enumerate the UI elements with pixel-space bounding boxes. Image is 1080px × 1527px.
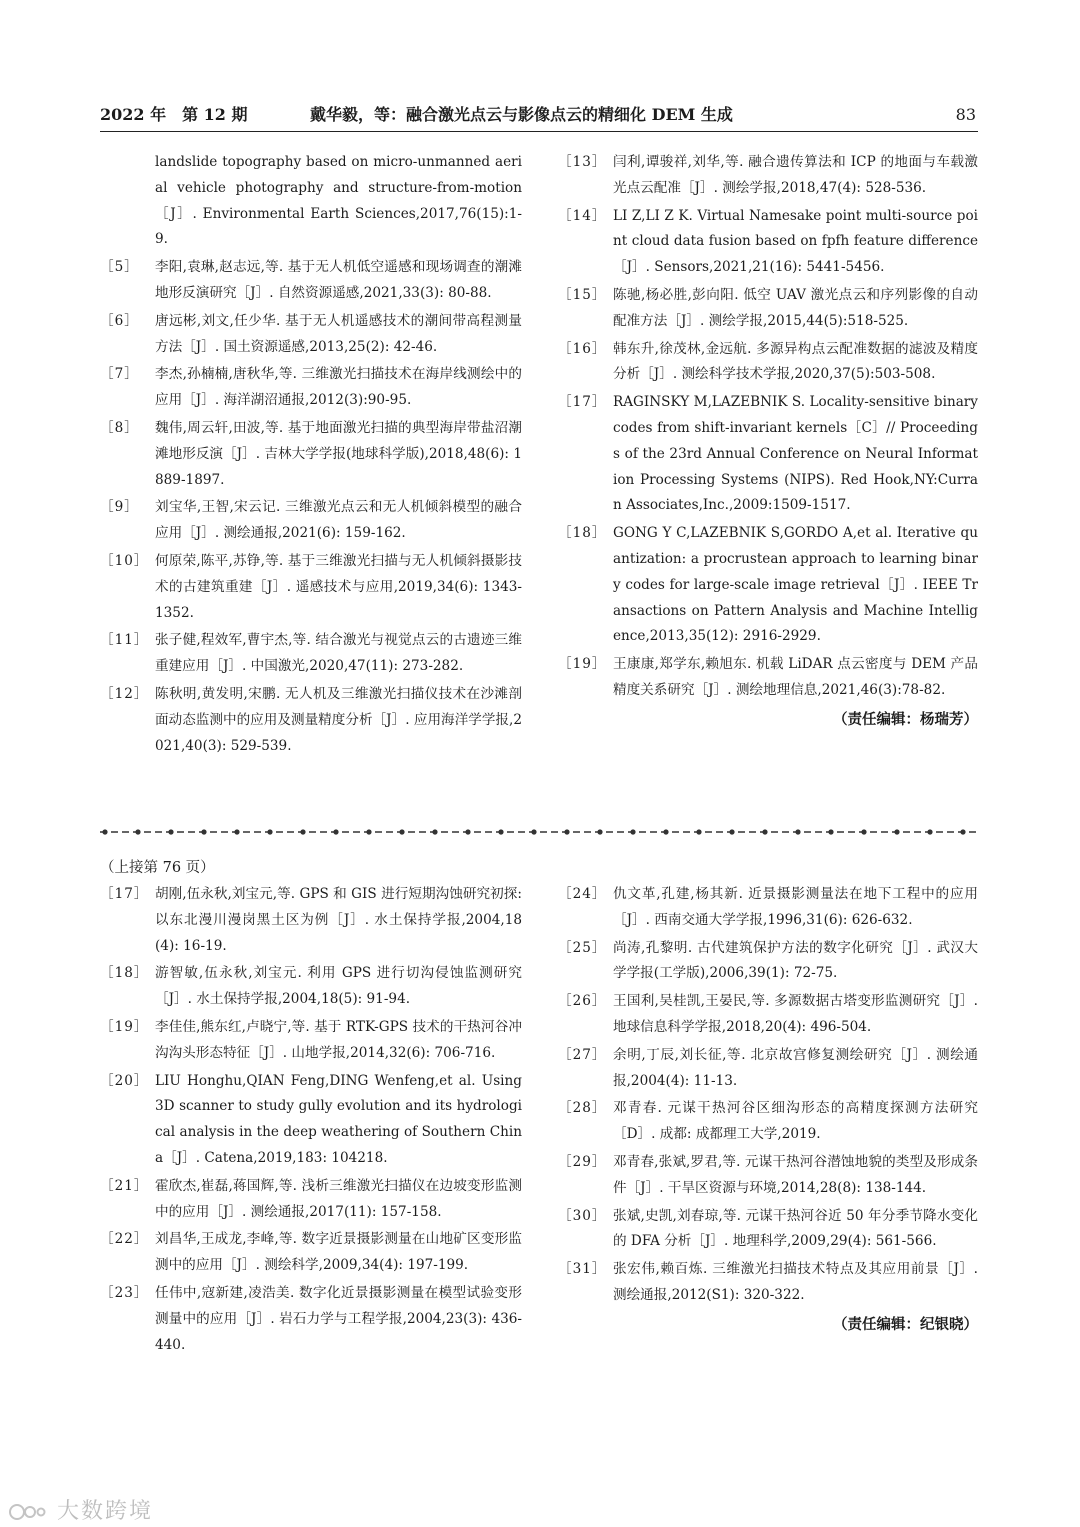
- watermark: [8, 1494, 153, 1525]
- reference-text: LIU Honghu,QIAN Feng,DING Wenfeng,et al. Using 3D scanner to study gully evolution and its hydrological analysis in the deep weathering of Southern China［J］. Catena,2019,183: 104218.: [155, 1072, 522, 1166]
- reference-text: 张子健,程效军,曹宇杰,等. 结合激光与视觉点云的古遗迹三维重建应用［J］. 中国激光,2020,47(11): 273-282.: [155, 632, 522, 675]
- reference-item: [100, 549, 522, 626]
- reference-number: ［19］: [100, 1018, 149, 1035]
- references-top-left: [100, 150, 522, 761]
- reference-number: ［7］: [100, 366, 139, 383]
- separator-dot: [498, 829, 503, 834]
- separator-dot: [960, 829, 965, 834]
- separator-dot: [366, 829, 371, 834]
- reference-item: [558, 882, 978, 934]
- reference-number: ［28］: [558, 1100, 607, 1117]
- reference-text: 何原荣,陈平,苏铮,等. 基于三维激光扫描与无人机倾斜摄影技术的古建筑重建［J］. 遥感技术与应用,2019,34(6): 1343-1352.: [155, 552, 522, 621]
- reference-number: ［17］: [100, 886, 149, 902]
- reference-item: [558, 1150, 978, 1202]
- reference-text: 张宏伟,赖百炼. 三维激光扫描技术特点及其应用前景［J］. 测绘通报,2012(S1): 320-322.: [613, 1261, 978, 1303]
- separator-dot: [399, 829, 404, 834]
- separator-dot: [102, 829, 107, 834]
- reference-number: ［6］: [100, 312, 139, 329]
- reference-item: [100, 255, 522, 307]
- reference-item: [558, 521, 978, 650]
- reference-item: [100, 495, 522, 547]
- reference-text: RAGINSKY M,LAZEBNIK S. Locality-sensitive binary codes from shift-invariant kernels［C］// Proceedings of the 23rd Annual Conference on Neural Information Processing Systems (NIPS). Red Hook,NY:Curran Associates,Inc.,2009:1509-1517.: [613, 394, 978, 514]
- reference-number: ［13］: [558, 154, 607, 170]
- reference-text: 游智敏,伍永秋,刘宝元. 利用 GPS 进行切沟侵蚀监测研究［J］. 水土保持学报,2004,18(5): 91-94.: [155, 965, 522, 1008]
- section-separator: [100, 827, 978, 837]
- separator-dot: [630, 829, 635, 834]
- reference-number: ［15］: [558, 286, 607, 303]
- spacer: [558, 856, 978, 882]
- running-title: 戴华毅，等：融合激光点云与影像点云的精细化 DEM 生成: [310, 105, 733, 124]
- reference-item: [100, 150, 522, 253]
- reference-number: ［18］: [558, 525, 607, 542]
- separator-dot: [465, 829, 470, 834]
- reference-item: [100, 362, 522, 414]
- separator-dot: [333, 829, 338, 834]
- reference-item: [558, 652, 978, 704]
- reference-text: LI Z,LI Z K. Virtual Namesake point multi-source point cloud data fusion based on fpfh feature difference［J］. Sensors,2021,21(16): 5441-5456.: [613, 207, 978, 276]
- reference-number: ［23］: [100, 1284, 149, 1301]
- reference-item: [100, 882, 522, 959]
- watermark-logo-icon: [8, 1500, 48, 1524]
- separator-dot: [663, 829, 668, 834]
- reference-text: 王康康,郑学东,赖旭东. 机载 LiDAR 点云密度与 DEM 产品精度关系研究［J］. 测绘地理信息,2021,46(3):78-82.: [613, 656, 978, 698]
- separator-dot: [597, 829, 602, 834]
- reference-number: ［31］: [558, 1261, 607, 1278]
- reference-number: ［22］: [100, 1231, 149, 1248]
- running-header: [100, 100, 976, 130]
- reference-text: 任伟中,寇新建,凌浩美. 数字化近景摄影测量在模型试验变形测量中的应用［J］. 岩石力学与工程学报,2004,23(3): 436-440.: [155, 1284, 522, 1353]
- reference-text: 魏伟,周云轩,田波,等. 基于地面激光扫描的典型海岸带盐沼潮滩地形反演［J］. 吉林大学学报(地球科学版),2018,48(6): 1889-1897.: [155, 419, 522, 488]
- reference-text: 仇文革,孔建,杨其新. 近景摄影测量法在地下工程中的应用［J］. 西南交通大学学报,1996,31(6): 626-632.: [613, 886, 978, 928]
- reference-text: 李阳,袁琳,赵志远,等. 基于无人机低空遥感和现场调查的潮滩地形反演研究［J］. 自然资源遥感,2021,33(3): 80-88.: [155, 259, 522, 301]
- references-bottom-right-wrapper: [558, 856, 978, 1339]
- separator-dot: [729, 829, 734, 834]
- separator-dot: [894, 829, 899, 834]
- reference-number: ［19］: [558, 656, 607, 673]
- reference-text: 韩东升,徐茂林,金远航. 多源异构点云配准数据的滤波及精度分析［J］. 测绘科学技术学报,2020,37(5):503-508.: [613, 340, 978, 383]
- reference-item: [558, 283, 978, 335]
- separator-dot: [168, 829, 173, 834]
- reference-text: 陈驰,杨必胜,彭向阳. 低空 UAV 激光点云和序列影像的自动配准方法［J］. 测绘学报,2015,44(5):518-525.: [613, 286, 978, 329]
- reference-number: ［14］: [558, 207, 607, 224]
- reference-item: [100, 1069, 522, 1172]
- reference-item: [558, 204, 978, 281]
- separator-dot: [927, 829, 932, 834]
- reference-item: [100, 961, 522, 1013]
- reference-text: 陈秋明,黄发明,宋鹏. 无人机及三维激光扫描仪技术在沙滩剖面动态监测中的应用及测量精度分析［J］. 应用海洋学学报,2021,40(3): 529-539.: [155, 685, 522, 754]
- reference-item: [100, 682, 522, 759]
- reference-text: 邓青春. 元谋干热河谷区细沟形态的高精度探测方法研究［D］. 成都: 成都理工大学,2019.: [613, 1100, 978, 1143]
- reference-item: [558, 1257, 978, 1309]
- separator-dot: [135, 829, 140, 834]
- reference-number: ［12］: [100, 685, 149, 702]
- reference-item: [100, 1281, 522, 1358]
- reference-item: [558, 337, 978, 389]
- separator-dot: [696, 829, 701, 834]
- reference-number: ［27］: [558, 1046, 607, 1063]
- reference-number: ［10］: [100, 552, 149, 569]
- references-top-right: [558, 150, 978, 704]
- reference-number: ［25］: [558, 939, 607, 956]
- reference-text: GONG Y C,LAZEBNIK S,GORDO A,et al. Iterative quantization: a procrustean approach to learning binary codes for large-scale image retrieval［J］. IEEE Transactions on Pattern Analysis and Machine Intelligence,2013,35(12): 2916-2929.: [613, 525, 978, 645]
- reference-number: ［8］: [100, 419, 139, 436]
- reference-number: ［30］: [558, 1207, 607, 1224]
- reference-item: [558, 150, 978, 202]
- reference-text: 刘昌华,王成龙,李峰,等. 数字近景摄影测量在山地矿区变形监测中的应用［J］. 测绘科学,2009,34(4): 197-199.: [155, 1231, 522, 1274]
- reference-item: [558, 936, 978, 988]
- reference-item: [558, 390, 978, 519]
- reference-text: 刘宝华,王智,宋云记. 三维激光点云和无人机倾斜模型的融合应用［J］. 测绘通报,2021(6): 159-162.: [155, 499, 522, 542]
- reference-number: ［11］: [100, 632, 149, 649]
- separator-dot: [234, 829, 239, 834]
- separator-dot: [564, 829, 569, 834]
- reference-number: ［17］: [558, 394, 607, 411]
- reference-text: 尚涛,孔黎明. 古代建筑保护方法的数字化研究［J］. 武汉大学学报(工学版),2006,39(1): 72-75.: [613, 939, 978, 982]
- references-top-right-wrapper: [558, 150, 978, 734]
- separator-dot: [762, 829, 767, 834]
- page-number: 83: [955, 105, 976, 124]
- reference-text: 闫利,谭骏祥,刘华,等. 融合遗传算法和 ICP 的地面与车载激光点云配准［J］. 测绘学报,2018,47(4): 528-536.: [613, 154, 978, 196]
- reference-item: [558, 1096, 978, 1148]
- reference-number: ［29］: [558, 1153, 607, 1170]
- separator-dot: [861, 829, 866, 834]
- reference-text: 余明,丁辰,刘长征,等. 北京故宫修复测绘研究［J］. 测绘通报,2004(4): 11-13.: [613, 1046, 978, 1089]
- continued-from-label: （上接第 76 页）: [100, 860, 215, 876]
- reference-item: [100, 1015, 522, 1067]
- separator-dot: [795, 829, 800, 834]
- reference-item: [558, 1204, 978, 1256]
- separator-dot: [201, 829, 206, 834]
- reference-text: 李佳佳,熊东红,卢晓宁,等. 基于 RTK-GPS 技术的干热河谷冲沟沟头形态特征［J］. 山地学报,2014,32(6): 706-716.: [155, 1018, 522, 1061]
- separator-dot: [432, 829, 437, 834]
- references-bottom-right: [558, 882, 978, 1309]
- separator-dot: [531, 829, 536, 834]
- reference-item: [100, 416, 522, 493]
- watermark-text: 大数跨境: [57, 1499, 154, 1524]
- year-issue: 2022 年 第 12 期: [100, 105, 248, 124]
- reference-item: [558, 989, 978, 1041]
- reference-number: ［20］: [100, 1072, 149, 1089]
- reference-number: ［9］: [100, 499, 139, 516]
- reference-item: [100, 628, 522, 680]
- references-bottom-left-wrapper: [100, 856, 522, 1360]
- reference-item: [100, 309, 522, 361]
- reference-number: ［5］: [100, 259, 139, 276]
- reference-text: 胡刚,伍永秋,刘宝元,等. GPS 和 GIS 进行短期沟蚀研究初探:以东北漫川漫岗黑土区为例［J］. 水土保持学报,2004,18(4): 16-19.: [155, 886, 522, 954]
- reference-item: [100, 1227, 522, 1279]
- header-rule: [100, 131, 978, 132]
- separator-dot: [300, 829, 305, 834]
- editor-credit-top: （责任编辑：杨瑞芳）: [833, 710, 978, 728]
- reference-text: 邓青春,张斌,罗君,等. 元谋干热河谷潜蚀地貌的类型及形成条件［J］. 干旱区资源与环境,2014,28(8): 138-144.: [613, 1153, 978, 1196]
- reference-text: 李杰,孙楠楠,唐秋华,等. 三维激光扫描技术在海岸线测绘中的应用［J］. 海洋湖沼通报,2012(3):90-95.: [155, 366, 522, 409]
- reference-text: 唐远彬,刘文,任少华. 基于无人机遥感技术的潮间带高程测量方法［J］. 国土资源遥感,2013,25(2): 42-46.: [155, 312, 522, 355]
- reference-number: ［24］: [558, 886, 607, 902]
- editor-credit-bottom: （责任编辑：纪银晓）: [833, 1315, 978, 1333]
- reference-text: 王国利,吴桂凯,王晏民,等. 多源数据古塔变形监测研究［J］. 地球信息科学学报,2018,20(4): 496-504.: [613, 993, 978, 1035]
- separator-dot: [267, 829, 272, 834]
- reference-text: 张斌,史凯,刘春琼,等. 元谋干热河谷近 50 年分季节降水变化的 DFA 分析［J］. 地理科学,2009,29(4): 561-566.: [613, 1207, 978, 1250]
- reference-item: [558, 1043, 978, 1095]
- reference-number: ［26］: [558, 993, 607, 1010]
- reference-number: ［16］: [558, 340, 607, 357]
- separator-dot: [828, 829, 833, 834]
- reference-text: landslide topography based on micro-unmanned aerial vehicle photography and structure-from-motion［J］. Environmental Earth Sciences,2017,76(15):1-9.: [155, 154, 522, 248]
- reference-item: [100, 1174, 522, 1226]
- reference-number: ［21］: [100, 1177, 149, 1194]
- reference-number: ［18］: [100, 965, 149, 982]
- reference-text: 霍欣杰,崔磊,蒋国辉,等. 浅析三维激光扫描仪在边坡变形监测中的应用［J］. 测绘通报,2017(11): 157-158.: [155, 1177, 522, 1220]
- references-bottom-left: [100, 882, 522, 1358]
